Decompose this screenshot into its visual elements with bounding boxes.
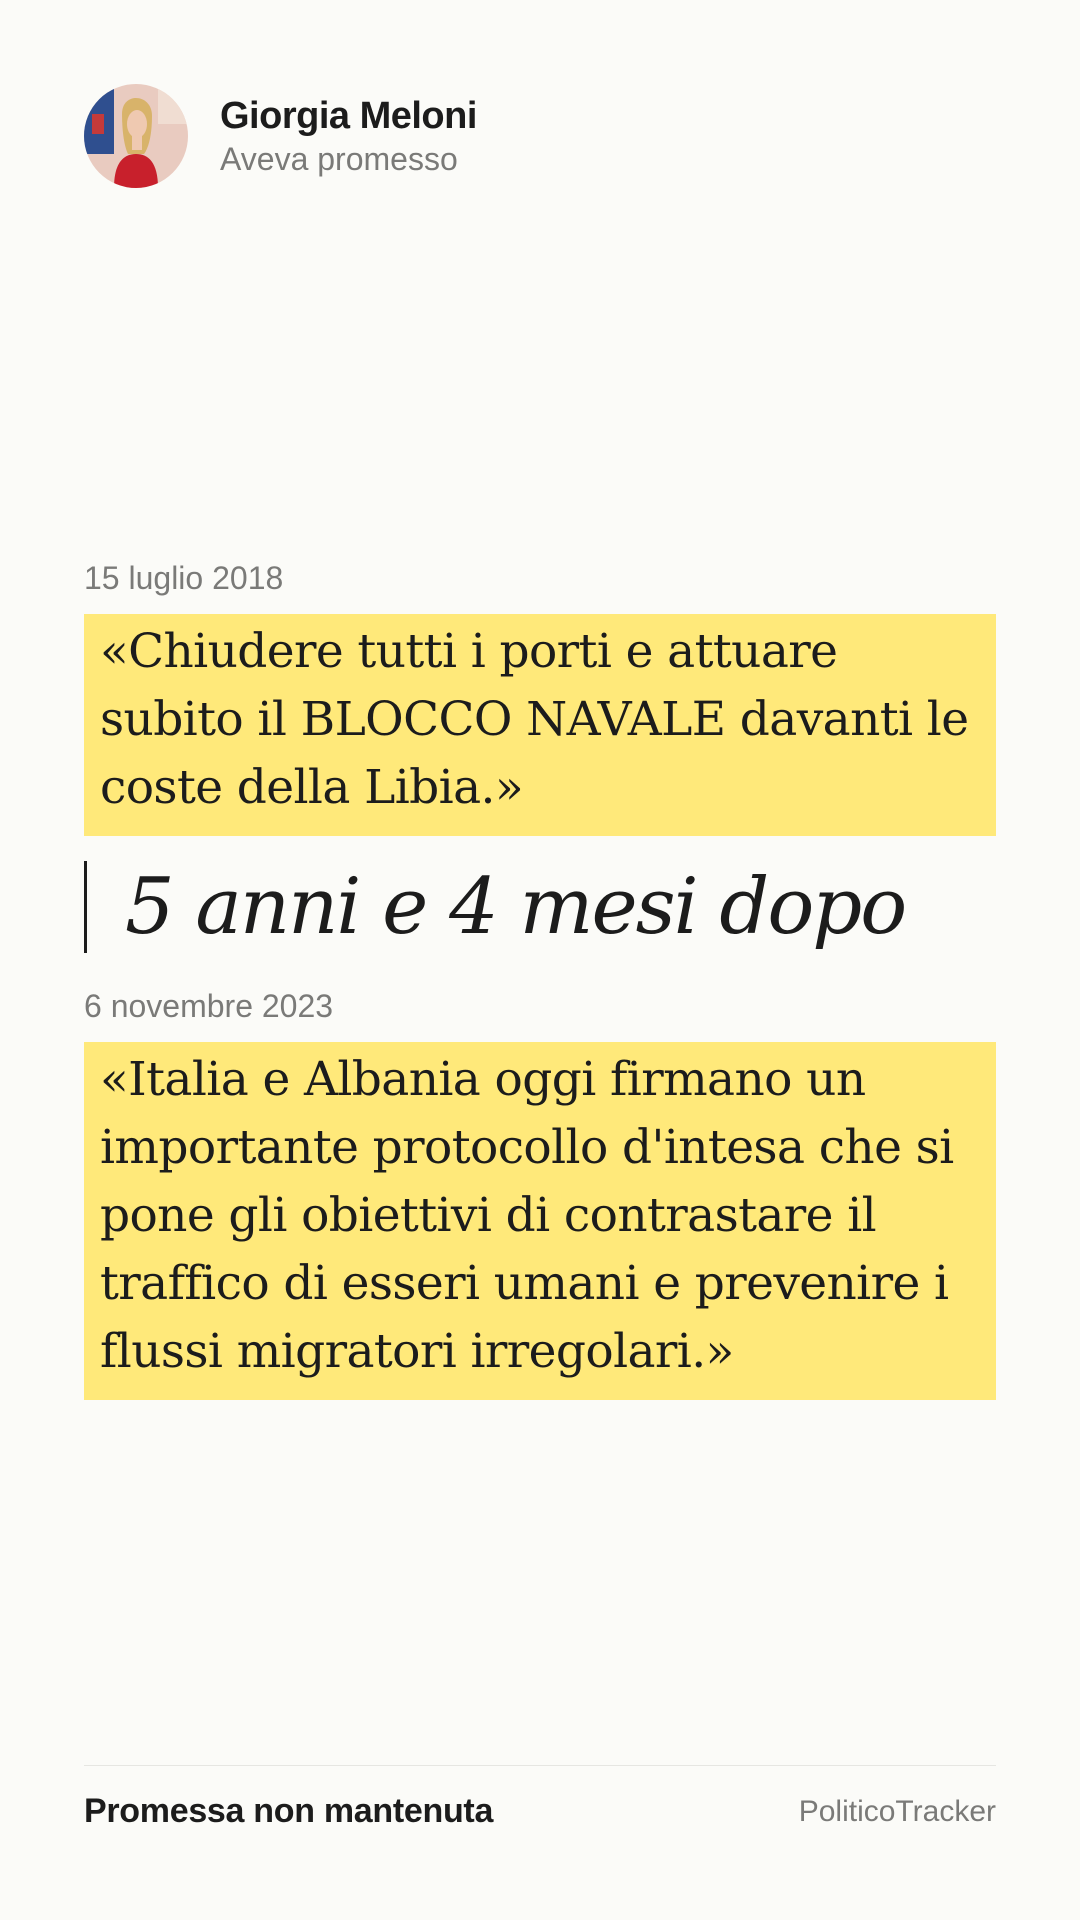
elapsed-divider [84,861,87,953]
politician-name: Giorgia Meloni [220,95,477,137]
brand-label[interactable]: PoliticoTracker [798,1794,996,1828]
elapsed-label: 5 anni e 4 mesi dopo [125,862,906,952]
promise-quote: «Chiudere tutti i porti e attuare subito il BLOCCO NAVALE davanti le coste della Libia.» [84,614,996,836]
status-badge: Promessa non mantenuta [84,1792,494,1830]
person-portrait-icon [84,84,188,188]
outcome-date: 6 novembre 2023 [84,988,334,1024]
outcome-quote: «Italia e Albania oggi firmano un importante protocollo d'intesa che si pone gli obiettivi di contrastare il traffico di esseri umani e prevenire i flussi migratori irregolari.» [84,1042,996,1400]
outcome-section [84,986,996,1400]
header-subtitle: Aveva promesso [220,141,458,177]
footer [84,1792,996,1831]
promise-section [84,558,996,836]
profile-header [84,84,477,188]
promise-date: 15 luglio 2018 [84,560,284,596]
avatar[interactable] [84,84,188,188]
footer-divider [84,1765,996,1766]
elapsed-time [84,860,905,954]
